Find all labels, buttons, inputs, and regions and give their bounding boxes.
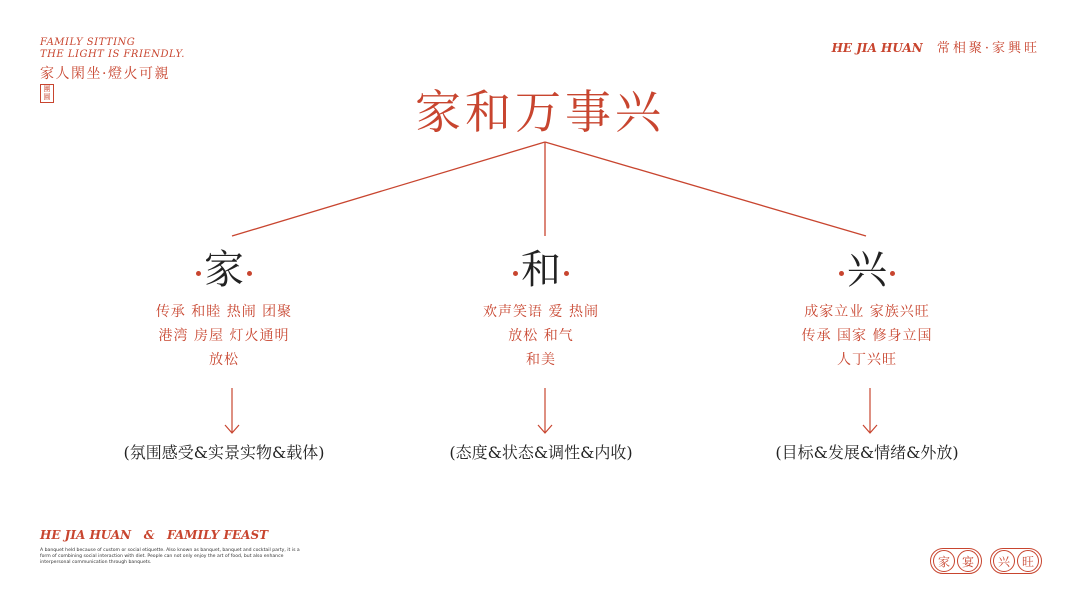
brand-english: HE JIA HUAN [831,41,923,55]
node-summary: (态度&状态&调性&内收) [449,443,633,462]
keyword-line: 和美 [526,352,556,368]
footer-title: HE JIA HUAN & FAMILY FEAST [40,528,269,542]
node-heading [104,246,344,294]
keyword-line: 成家立业 家族兴旺 [804,304,930,320]
node-jia [104,246,344,462]
node-heading [747,246,987,294]
node-summary: (氛围感受&实景实物&载体) [123,443,325,462]
tagline-chinese: 家人閑坐·燈火可親 [40,66,170,82]
node-heading [421,246,661,294]
tagline-line-1: FAMILY SITTING [40,37,136,48]
footer-description: A banquet held because of custom or social etiquette. Also known as banquet, banquet and cocktail party, it is a form of combining social interaction with diet. People can not only enjoy the art of food, but also enhance interpersonal communication through banquets. [40,548,300,566]
badge-char: 旺 [1017,550,1039,572]
node-xing [747,246,987,462]
keyword-line: 放松 和气 [508,328,574,344]
dot-icon [196,271,201,276]
keyword-line: 放松 [209,352,239,368]
keyword-line: 人丁兴旺 [837,352,897,368]
keyword-list [747,300,987,372]
dot-icon [839,271,844,276]
badge-jiayan [930,548,982,574]
keyword-list [421,300,661,372]
tagline-line-2: THE LIGHT IS FRIENDLY. [40,49,185,60]
keyword-line: 港湾 房屋 灯火通明 [158,328,290,344]
brand-chinese: 常相聚·家興旺 [936,41,1040,56]
dot-icon [890,271,895,276]
node-char: 家 [204,247,244,293]
arrow-down-icon [863,388,877,433]
connector-right [545,142,866,236]
node-summary: (目标&发展&情绪&外放) [775,443,959,462]
badge-char: 家 [933,550,955,572]
arrow-down-icon [225,388,239,433]
dot-icon [564,271,569,276]
dot-icon [513,271,518,276]
node-char: 和 [521,247,561,293]
keyword-line: 传承 和睦 热闹 团聚 [155,304,293,320]
node-he [421,246,661,462]
badge-xingwang [990,548,1042,574]
arrow-down-icon [538,388,552,433]
page-title: 家和万事兴 [415,85,665,139]
badge-char: 兴 [993,550,1015,572]
keyword-line: 欢声笑语 爱 热闹 [483,304,599,320]
keyword-list [104,300,344,372]
keyword-line: 传承 国家 修身立国 [801,328,933,344]
node-char: 兴 [847,247,887,293]
badge-char: 宴 [957,550,979,572]
connector-left [232,142,545,236]
seal-stamp: 團圓 [40,84,54,103]
dot-icon [247,271,252,276]
